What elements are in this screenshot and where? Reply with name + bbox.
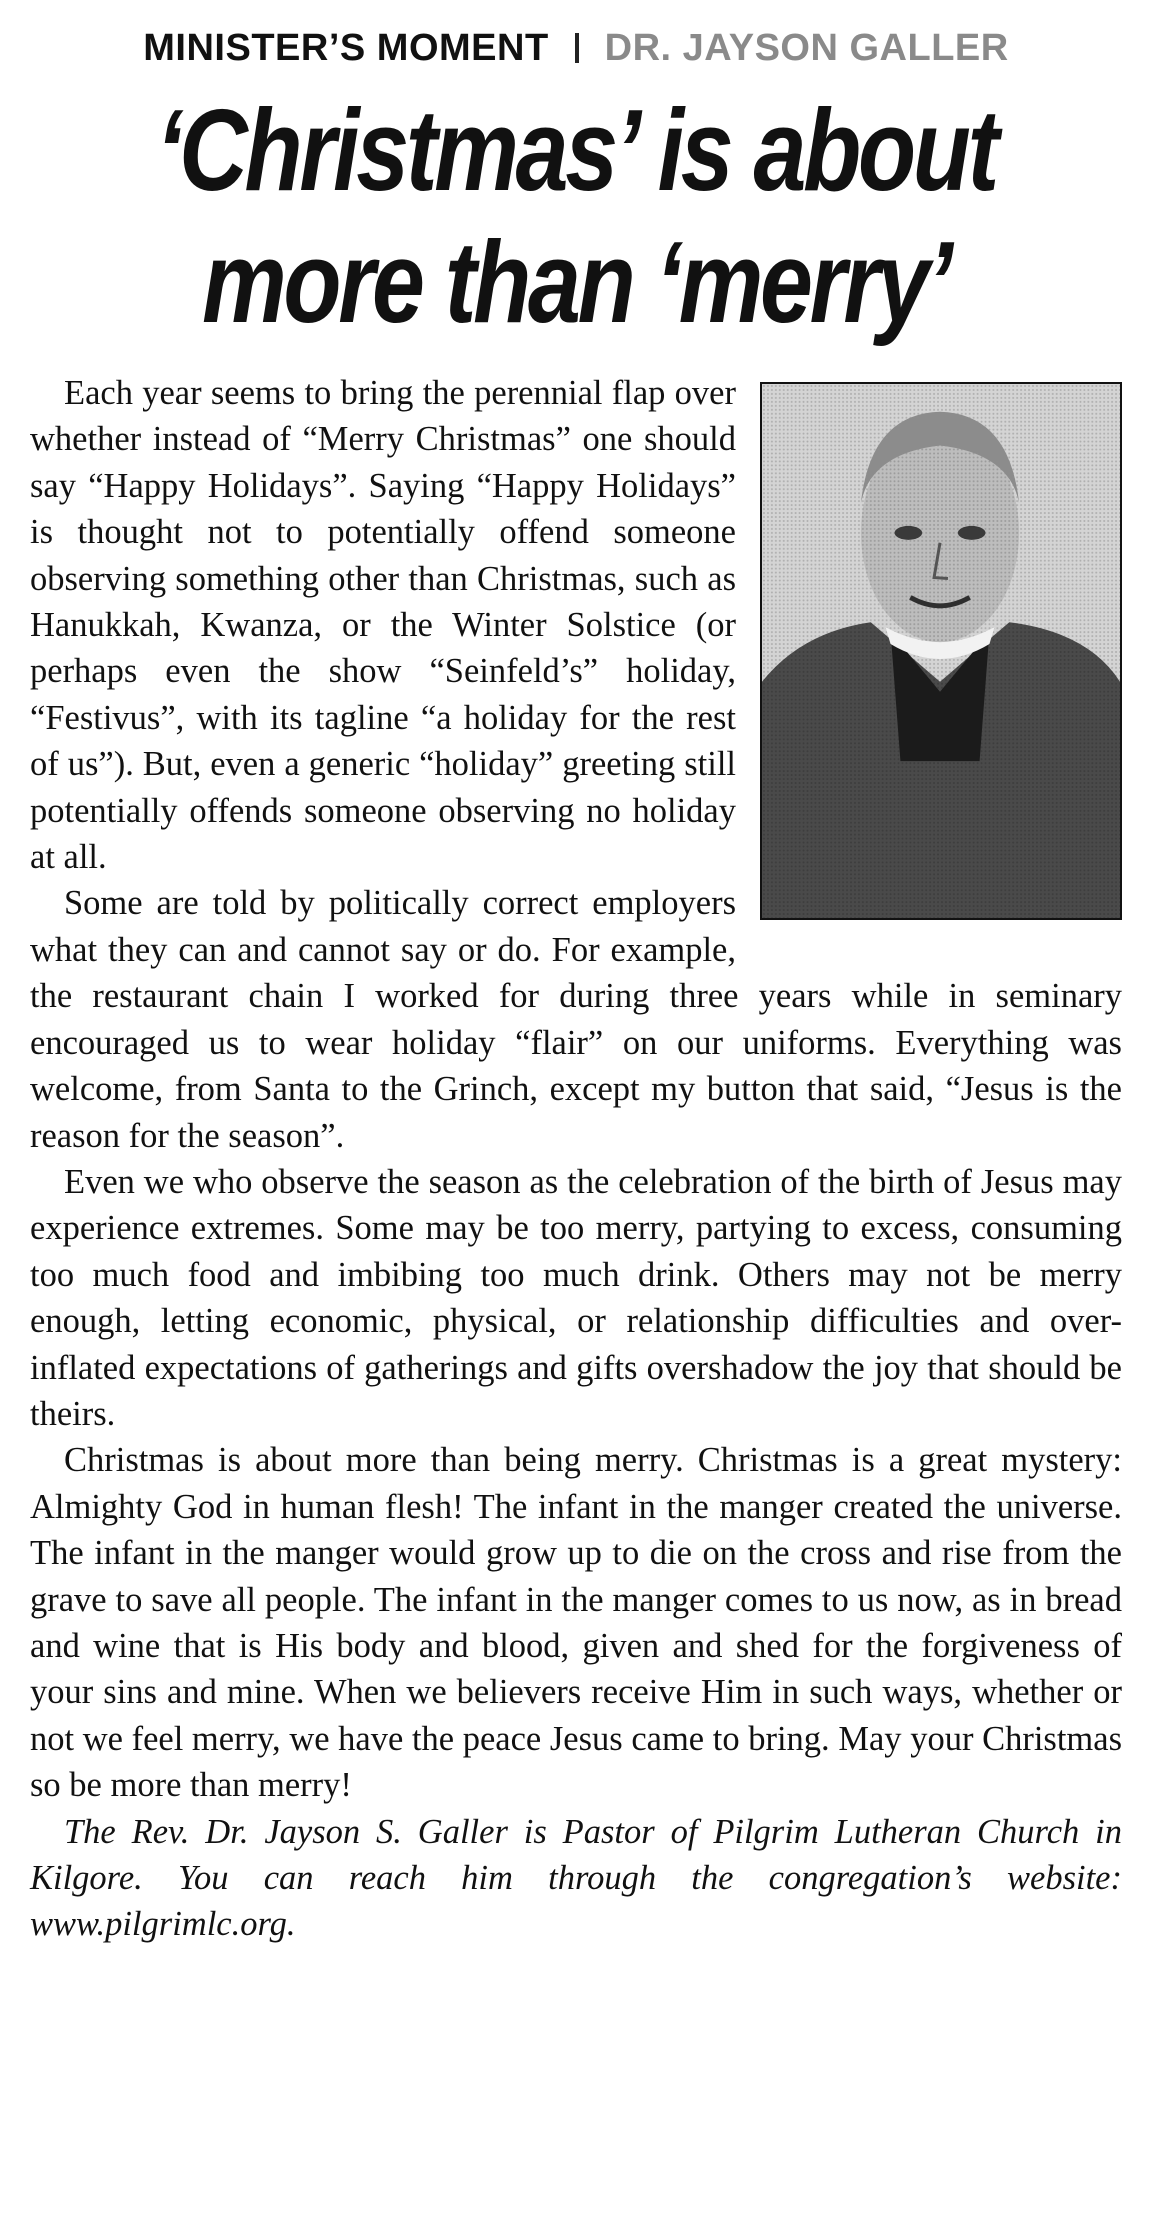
portrait-photo-icon	[762, 384, 1120, 918]
paragraph-3: Even we who observe the season as the celebration of the birth of Jesus may experience extremes. Some may be too merry, partying to excess, consuming too much food and imbibing too much drink. Others may not be merry enough, letting economic, physical, or relationship difficulties and over-inflated expectations of gatherings and gifts overshadow the joy that should be theirs.	[30, 1162, 1122, 1433]
column-header	[30, 22, 1122, 74]
article-body	[30, 370, 1122, 1948]
paragraph-1	[30, 370, 1122, 880]
headline-line-1: ‘Christmas’ is about	[155, 85, 996, 215]
portrait-photo	[760, 382, 1122, 920]
headline-line-2: more than ‘merry’	[202, 217, 950, 347]
author-bio-text: The Rev. Dr. Jayson S. Galler is Pastor of Pilgrim Lutheran Church in Kilgore. You can reach him through the congregation’s website: www.pilgrimlc.org.	[30, 1812, 1122, 1944]
author-label: DR. JAYSON GALLER	[604, 27, 1009, 69]
paragraph-2: Some are told by politically correct employers what they can and cannot say or do. For example, the restaurant chain I worked for during three years while in seminary encouraged us to wear holiday “flair” on our uniforms. Everything was welcome, from Santa to the Grinch, except my button that said, “Jesus is the reason for the season”.	[30, 884, 1122, 1155]
author-bio	[30, 1809, 1122, 1948]
paragraph-1-text: Each year seems to bring the perennial flap over whether instead of “Merry Christmas” one should say “Happy Holidays”. Saying “Happy Holidays” is thought not to potentially offend someone observing something other than Christmas, such as Hanukkah, Kwanza, or the Winter Solstice (or perhaps even the show “Seinfeld’s” holiday, “Festivus”, with its tagline “a holiday for the rest of us”). But, even a generic “holiday” greeting still potentially offends someone observing no holiday at all.	[30, 374, 736, 877]
paragraph-4: Christmas is about more than being merry. Christmas is a great mystery: Almighty God in human flesh! The infant in the manger created the universe. The infant in the manger would grow up to die on the cross and rise from the grave to save all people. The infant in the manger comes to us now, as in bread and wine that is His body and blood, given and shed for the forgiveness of your sins and mine. When we believers receive Him in such ways, whether or not we feel merry, we have the peace Jesus came to bring. May your Christmas so be more than merry!	[30, 1441, 1122, 1805]
section-label: MINISTER’S MOMENT	[143, 27, 549, 69]
headline	[128, 84, 1023, 348]
header-divider	[575, 33, 579, 63]
